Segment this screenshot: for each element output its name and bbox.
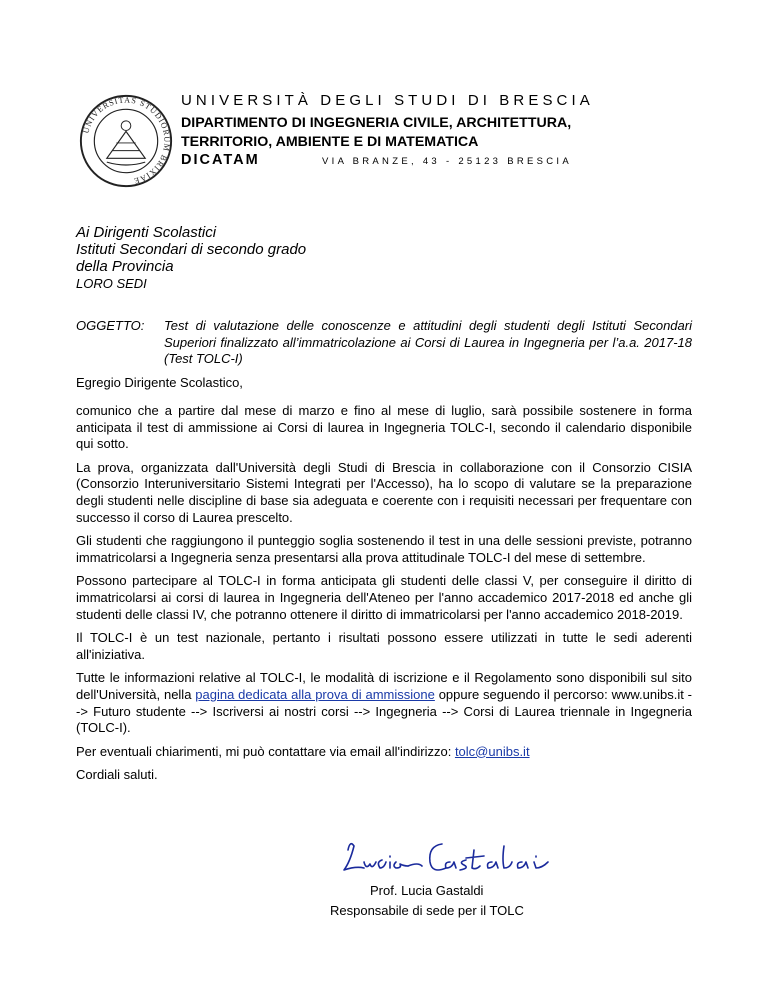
handwritten-signature xyxy=(338,832,568,882)
paragraph-1: comunico che a partire dal mese di marzo e fino al mese di luglio, sarà possibile sostenere in forma anticipata il test di ammissione ai Corsi di laurea in Ingegneria TOLC-I, secondo il calendario disponibile qui sotto. xyxy=(76,403,692,452)
paragraph-7 xyxy=(76,744,692,761)
university-name: UNIVERSITÀ DEGLI STUDI DI BRESCIA xyxy=(181,92,594,109)
subject-block xyxy=(76,318,692,368)
recipient-line-3: della Provincia xyxy=(76,258,174,275)
recipient-line-1: Ai Dirigenti Scolastici xyxy=(76,224,217,241)
paragraph-2: La prova, organizzata dall'Università degli Studi di Brescia in collaborazione con il Consorzio CISIA (Consorzio Interuniversitario Sistemi Integrati per l'Accesso), ha lo scopo di valutare se la preparazione degli studenti nelle discipline di base sia adeguata e coerente con i requisiti necessari per frequentare con successo il corso di Laurea prescelto. xyxy=(76,459,692,525)
recipients-block xyxy=(76,224,306,292)
department-line-2: TERRITORIO, AMBIENTE E DI MATEMATICA xyxy=(181,134,479,150)
subject-text: Test di valutazione delle conoscenze e attitudini degli studenti degli Istituti Secondari Superiori finalizzato all’immatricolazione ai Corsi di Laurea in Ingegneria per l’a.a. 2017-18 (Test TOLC-I) xyxy=(164,318,692,366)
university-seal-logo xyxy=(78,93,174,189)
department-name xyxy=(181,114,571,152)
signatory-name: Prof. Lucia Gastaldi xyxy=(370,883,484,898)
recipient-line-2: Istituti Secondari di secondo grado xyxy=(76,241,307,258)
recipient-line-4: LORO SEDI xyxy=(76,276,147,291)
paragraph-7-text: Per eventuali chiarimenti, mi può contattare via email all'indirizzo: xyxy=(76,743,455,759)
paragraph-4: Possono partecipare al TOLC-I in forma anticipata gli studenti delle classi V, per conseguire il diritto di immatricolarsi ai corsi di laurea in Ingegneria dell'Ateneo per l'anno accademico 2017-2018 ed anche gli studenti delle classi IV, che potranno ottenere il diritto di immatricolarsi per l'anno accademico 2018-2019. xyxy=(76,573,692,622)
admission-page-link[interactable]: pagina dedicata alla prova di ammissione xyxy=(195,686,435,702)
paragraph-6 xyxy=(76,670,692,736)
department-address: VIA BRANZE, 43 - 25123 BRESCIA xyxy=(322,156,573,167)
closing: Cordiali saluti. xyxy=(76,767,158,783)
subject-label: OGGETTO: xyxy=(76,318,145,333)
email-link[interactable]: tolc@unibs.it xyxy=(454,743,530,759)
signatory-role: Responsabile di sede per il TOLC xyxy=(330,903,524,918)
paragraph-6-text-a: Tutte le informazioni relative al TOLC-I, le modalità di iscrizione e il Regolamento sono disponibili sul sito dell'Università, nella xyxy=(76,670,692,702)
paragraph-3: Gli studenti che raggiungono il punteggio soglia sostenendo il test in una delle sessioni previste, potranno immatricolarsi a Ingegneria senza presentarsi alla prova attitudinale TOLC-I del mese di settembre. xyxy=(76,533,692,565)
department-line-1: DIPARTIMENTO DI INGEGNERIA CIVILE, ARCHITETTURA, xyxy=(181,115,572,131)
paragraph-6-text-b: oppure seguendo il percorso: www.unibs.it --> Futuro studente --> Iscriversi ai nostri corsi --> Ingegneria --> Corsi di Laurea triennale in Ingegneria (TOLC-I). xyxy=(76,686,692,736)
paragraph-5: Il TOLC-I è un test nazionale, pertanto i risultati possono essere utilizzati in tutte le sedi aderenti all'iniziativa. xyxy=(76,630,692,662)
department-acronym: DICATAM xyxy=(181,152,260,168)
letter-body xyxy=(76,403,692,791)
greeting: Egregio Dirigente Scolastico, xyxy=(76,375,243,390)
seal-text: UNIVERSITAS STUDIORUM BRIXIAE xyxy=(81,95,172,186)
